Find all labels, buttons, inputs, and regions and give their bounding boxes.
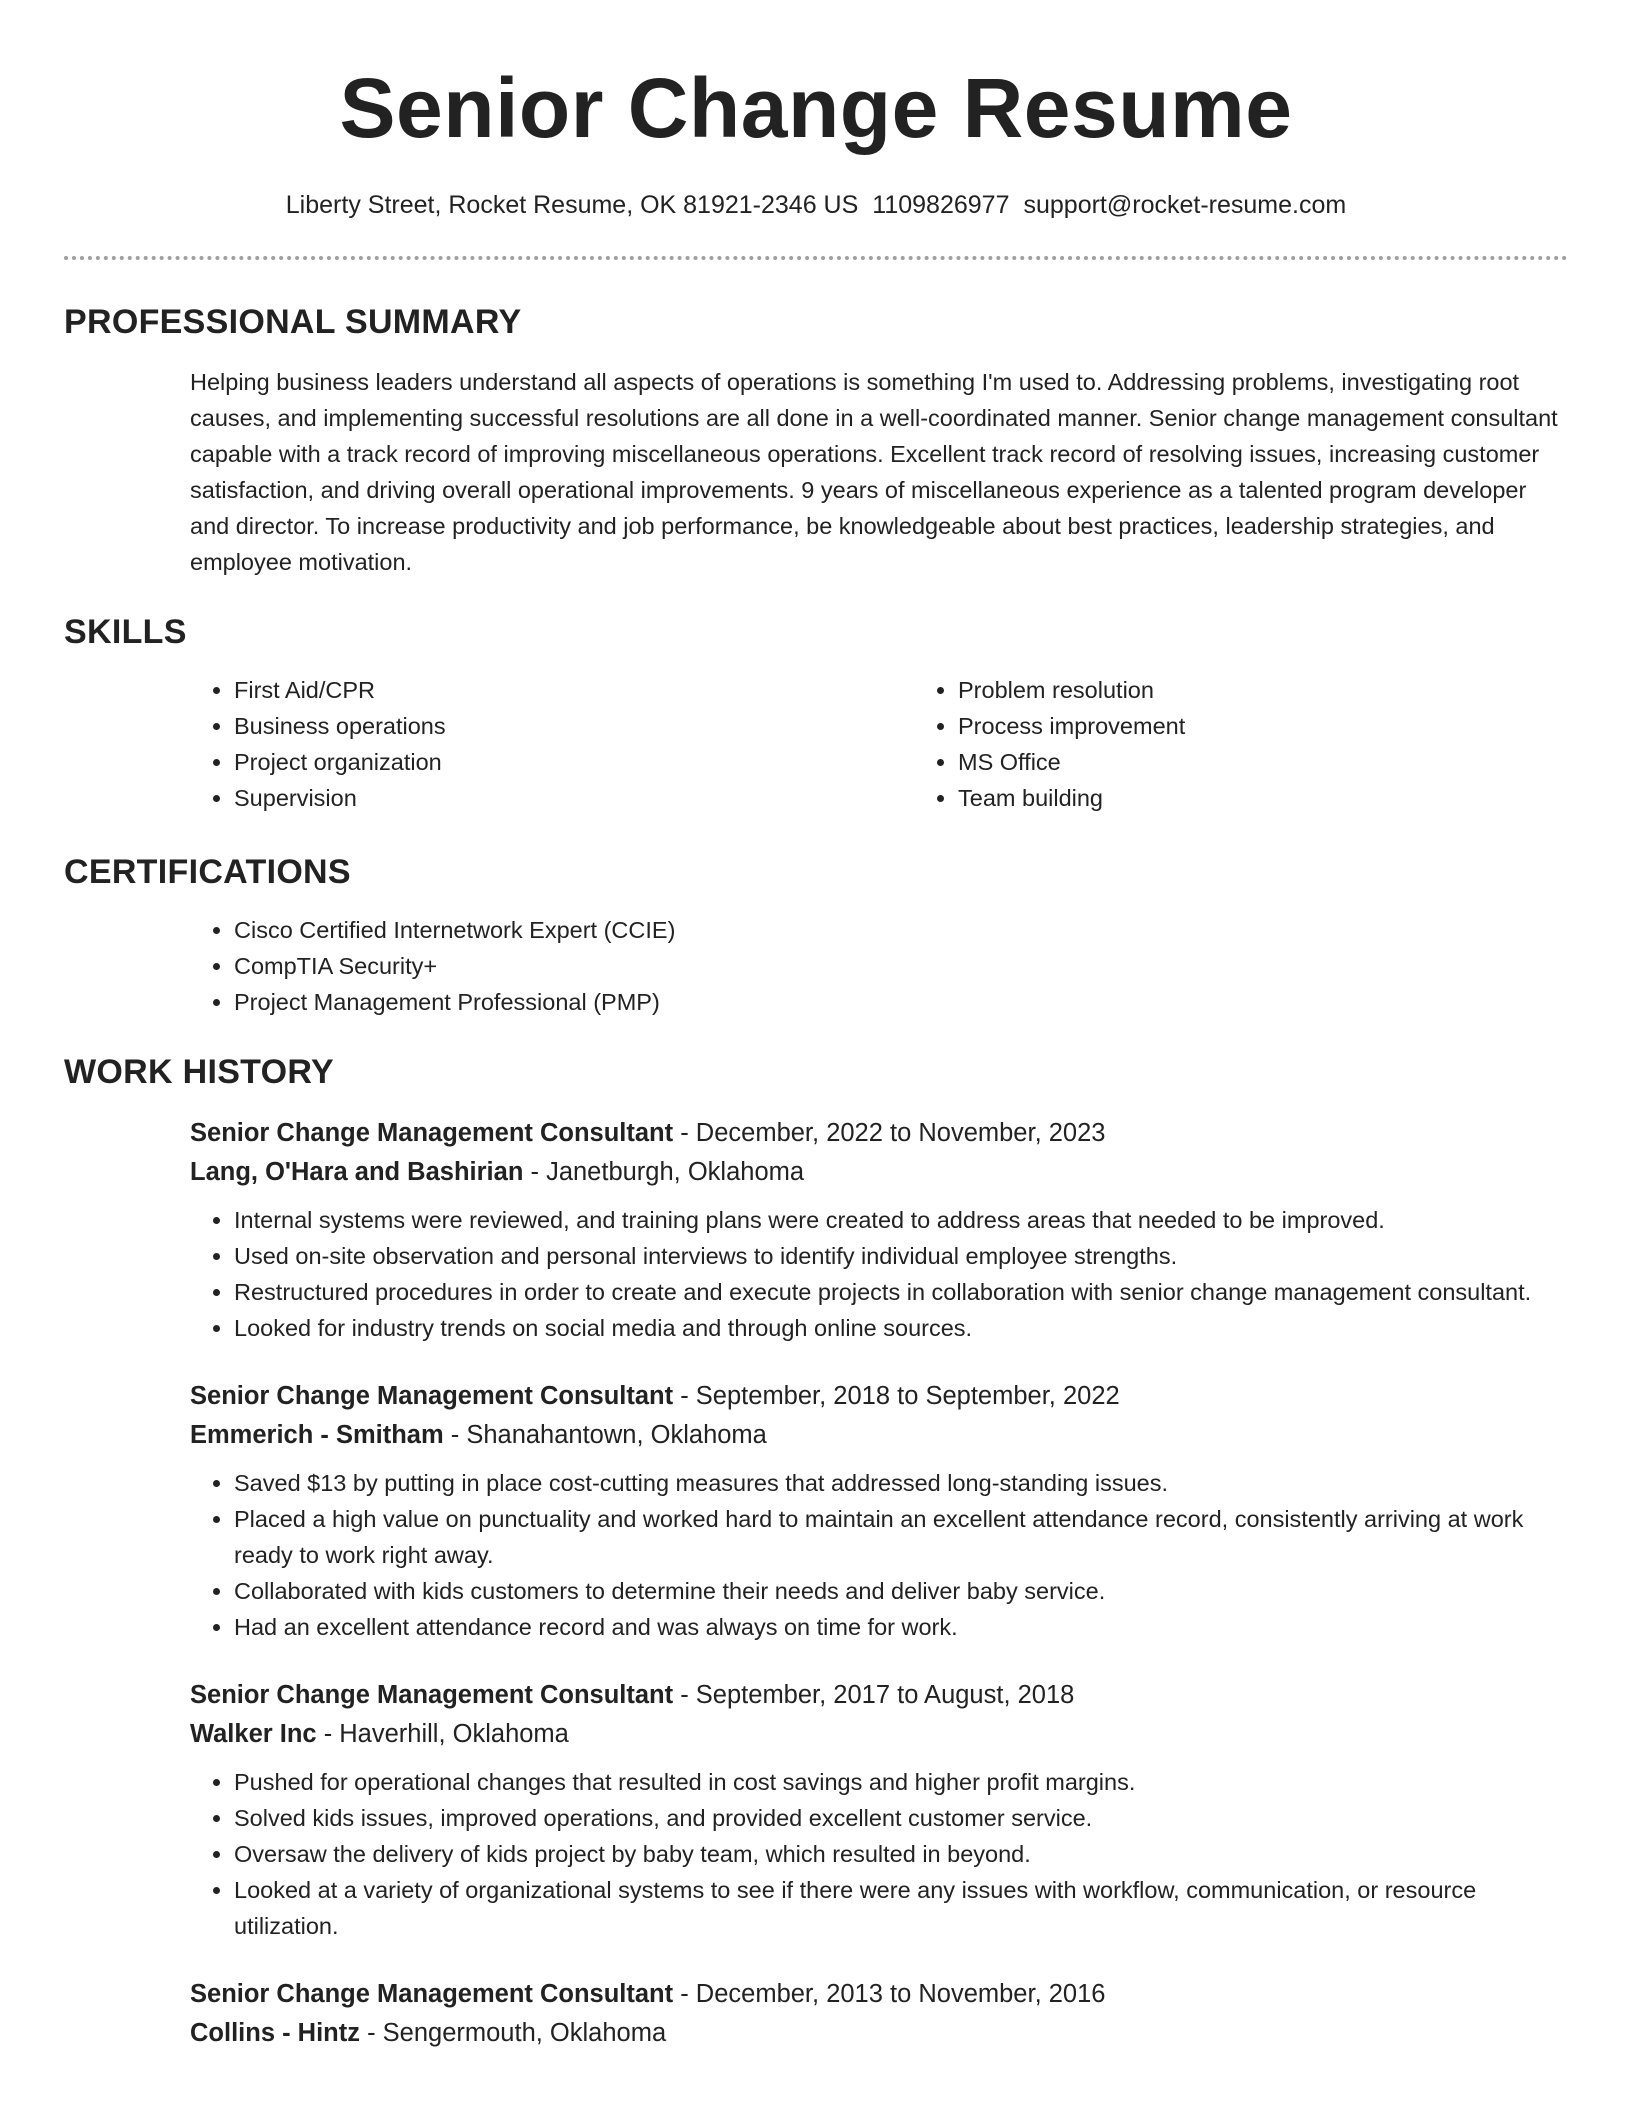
job-title-line (190, 1377, 1568, 1416)
job-location: - Sengermouth, Oklahoma (359, 2019, 667, 2047)
job-role: Senior Change Management Consultant (190, 1382, 674, 1410)
contact-address: Liberty Street, Rocket Resume, OK 81921-2346 US (285, 191, 859, 219)
job-dates: - September, 2018 to September, 2022 (673, 1382, 1120, 1410)
job-bullet: • Used on-site observation and personal interviews to identify individual employee strengths. (234, 1238, 1568, 1274)
skill-item: • Business operations (234, 708, 914, 744)
job-dates: - December, 2022 to November, 2023 (673, 1119, 1106, 1147)
job-title-line (190, 1676, 1568, 1715)
job-bullet: • Saved $13 by putting in place cost-cutting measures that addressed long-standing issues. (234, 1465, 1568, 1501)
job-bullet: • Placed a high value on punctuality and worked hard to maintain an excellent attendance record, consistently arriving at work ready to work right away. (234, 1501, 1568, 1573)
header-divider (64, 256, 1568, 260)
skill-item: • First Aid/CPR (234, 672, 914, 708)
skill-item: • Process improvement (958, 708, 1632, 744)
job-bullet: • Oversaw the delivery of kids project by baby team, which resulted in beyond. (234, 1836, 1568, 1872)
job-role: Senior Change Management Consultant (190, 1980, 674, 2008)
skill-item: • MS Office (958, 744, 1632, 780)
work-history-section (64, 1050, 1568, 2053)
summary-text: Helping business leaders understand all aspects of operations is something I'm used to. Addressing problems, investigating root causes, and implementing successful resolutions are all done in a well-coordinated manner. Senior change management consultant capable with a track record of improving miscellaneous operations. Excellent track record of resolving issues, increasing customer satisfaction, and driving overall operational improvements. 9 years of miscellaneous experience as a talented program developer and director. To increase productivity and job performance, be knowledgeable about best practices, leadership strategies, and employee motivation. (190, 369, 1558, 575)
job-dates: - September, 2017 to August, 2018 (673, 1681, 1075, 1709)
skill-item: • Problem resolution (958, 672, 1632, 708)
job-role: Senior Change Management Consultant (190, 1681, 674, 1709)
job-role: Senior Change Management Consultant (190, 1119, 674, 1147)
job-company-line (190, 2014, 1568, 2053)
job-dates: - December, 2013 to November, 2016 (673, 1980, 1106, 2008)
certifications-list (190, 912, 1568, 1020)
job-company: Lang, O'Hara and Bashirian (190, 1158, 524, 1186)
work-history-heading: WORK HISTORY (64, 1053, 334, 1091)
skills-left-list (190, 672, 914, 816)
skills-heading: SKILLS (64, 613, 187, 651)
job-bullet: • Solved kids issues, improved operations, and provided excellent customer service. (234, 1800, 1568, 1836)
job-bullet: • Had an excellent attendance record and was always on time for work. (234, 1609, 1568, 1645)
skill-item: • Team building (958, 780, 1632, 816)
job-company-line (190, 1416, 1568, 1455)
summary-heading: PROFESSIONAL SUMMARY (64, 303, 522, 341)
contact-line (64, 188, 1568, 222)
job-bullet: • Internal systems were reviewed, and training plans were created to address areas that needed to be improved. (234, 1202, 1568, 1238)
resume-name: Senior Change Resume (339, 61, 1293, 155)
contact-phone: 1109826977 (872, 191, 1010, 219)
job-entry (190, 1975, 1568, 2053)
job-location: - Shanahantown, Oklahoma (443, 1421, 767, 1449)
job-entry (190, 1114, 1568, 1346)
skill-item: • Project organization (234, 744, 914, 780)
job-bullet: • Restructured procedures in order to create and execute projects in collaboration with senior change management consultant. (234, 1274, 1568, 1310)
job-location: - Janetburgh, Oklahoma (523, 1158, 805, 1186)
job-title-line (190, 1975, 1568, 2014)
job-bullets (190, 1202, 1568, 1346)
summary-section (64, 300, 1568, 580)
job-company-line (190, 1153, 1568, 1192)
job-bullets (190, 1764, 1568, 1944)
skills-section (64, 610, 1568, 816)
job-entry (190, 1377, 1568, 1645)
job-company: Collins - Hintz (190, 2019, 360, 2047)
certification-item: • CompTIA Security+ (234, 948, 1568, 984)
job-company: Walker Inc (190, 1720, 317, 1748)
job-bullet: • Looked for industry trends on social media and through online sources. (234, 1310, 1568, 1346)
job-company: Emmerich - Smitham (190, 1421, 444, 1449)
skill-item: • Supervision (234, 780, 914, 816)
job-bullet: • Pushed for operational changes that resulted in cost savings and higher profit margins. (234, 1764, 1568, 1800)
job-bullet: • Collaborated with kids customers to determine their needs and deliver baby service. (234, 1573, 1568, 1609)
job-company-line (190, 1715, 1568, 1754)
job-location: - Haverhill, Oklahoma (316, 1720, 569, 1748)
job-bullet: • Looked at a variety of organizational systems to see if there were any issues with workflow, communication, or resource utilization. (234, 1872, 1568, 1944)
job-title-line (190, 1114, 1568, 1153)
certification-item: • Cisco Certified Internetwork Expert (CCIE) (234, 912, 1568, 948)
contact-email: support@rocket-resume.com (1023, 191, 1347, 219)
job-entry (190, 1676, 1568, 1944)
skills-right-list (914, 672, 1632, 816)
job-bullets (190, 1465, 1568, 1645)
certifications-heading: CERTIFICATIONS (64, 853, 351, 891)
certifications-section (64, 850, 1568, 1020)
certification-item: • Project Management Professional (PMP) (234, 984, 1568, 1020)
